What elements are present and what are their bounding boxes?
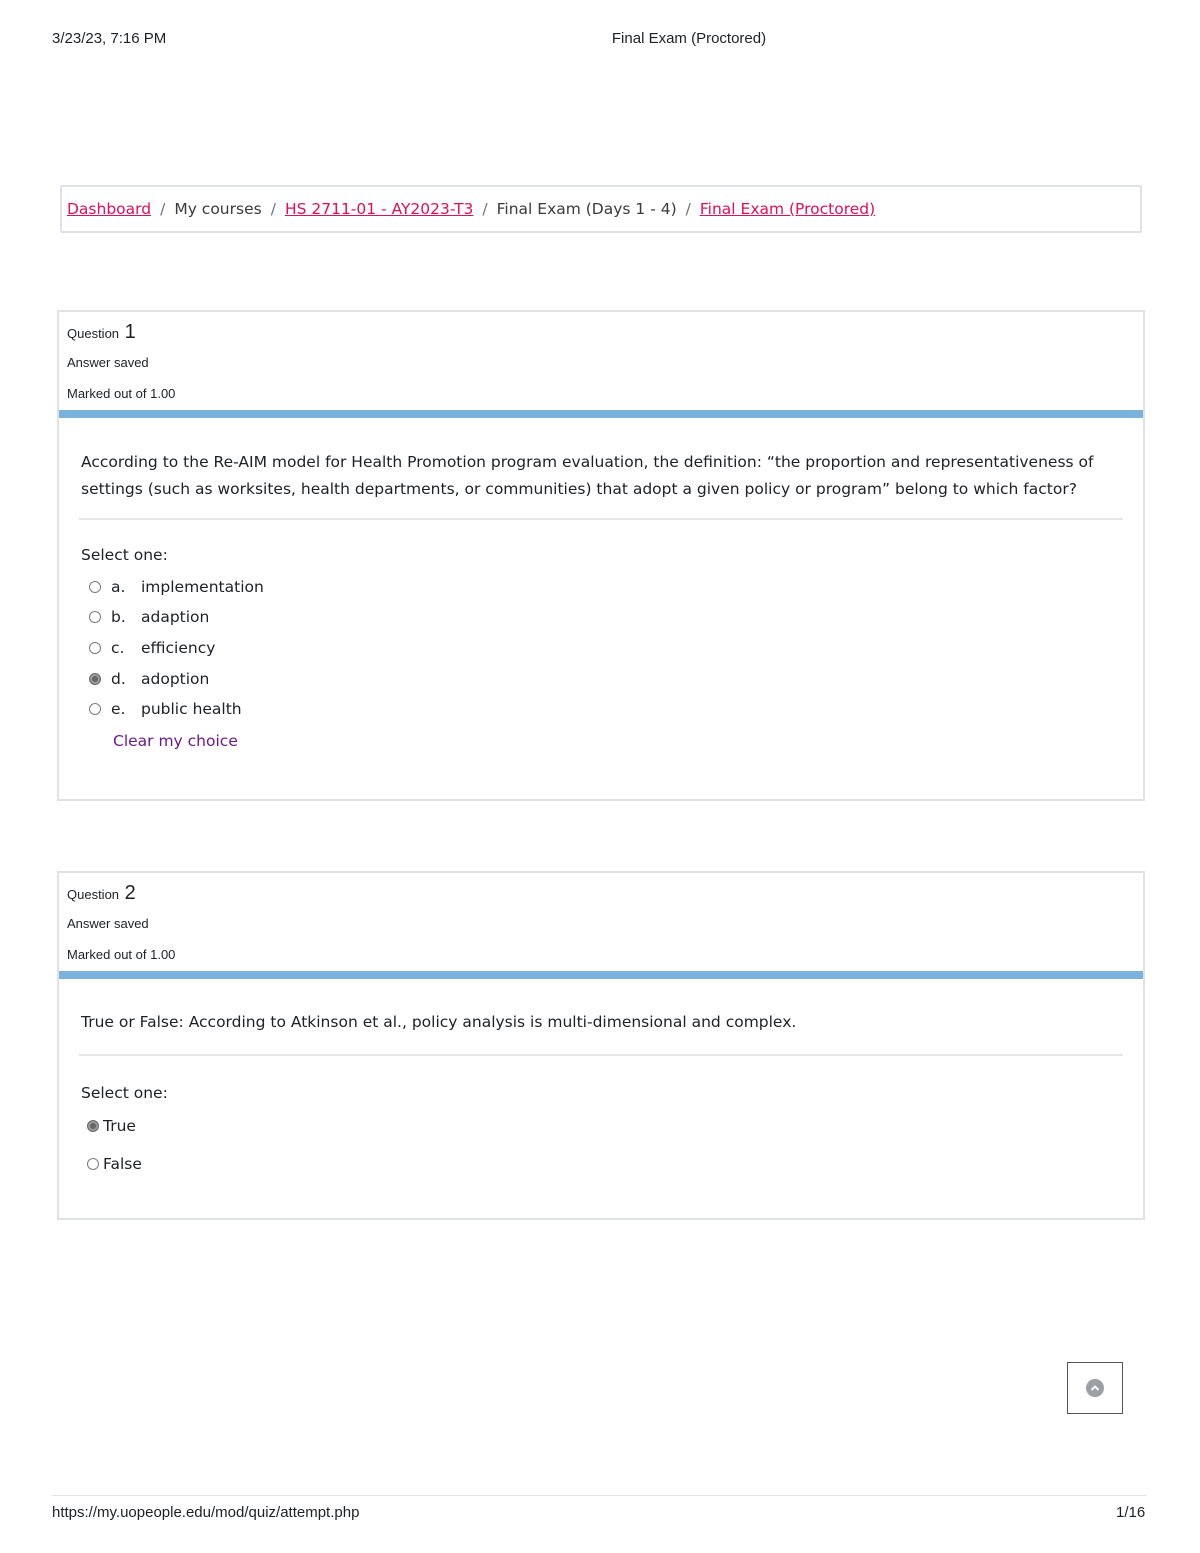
breadcrumb-separator: /	[482, 200, 488, 218]
select-one-prompt: Select one:	[81, 546, 168, 564]
option-text: implementation	[141, 578, 264, 596]
question-text: True or False: According to Atkinson et al., policy analysis is multi-dimensional and complex.	[81, 1013, 797, 1031]
question-text-line: settings (such as worksites, health departments, or communities) that adopt a given policy or program” belong to which factor?	[81, 480, 1077, 498]
radio-button[interactable]	[89, 703, 101, 715]
breadcrumb-course-link[interactable]: HS 2711-01 - AY2023-T3	[284, 200, 474, 218]
question-card-2	[57, 871, 1145, 1220]
question-text	[81, 449, 1111, 503]
question-divider	[79, 1054, 1123, 1056]
question-grade: Marked out of 1.00	[67, 386, 176, 401]
back-to-top-button[interactable]	[1067, 1362, 1123, 1414]
print-page-number: 1/16	[1116, 1504, 1146, 1521]
radio-button[interactable]	[89, 642, 101, 654]
option-letter: e.	[111, 700, 126, 718]
radio-button-selected[interactable]	[89, 673, 101, 685]
print-title: Final Exam (Proctored)	[611, 30, 767, 47]
option-text: public health	[141, 700, 242, 718]
breadcrumb-separator: /	[270, 200, 276, 218]
question-number: 2	[124, 882, 136, 904]
option-letter: a.	[111, 578, 126, 596]
answer-option-e[interactable]	[89, 697, 242, 721]
radio-button[interactable]	[89, 581, 101, 593]
option-text: adoption	[141, 670, 210, 688]
clear-my-choice-link[interactable]: Clear my choice	[113, 732, 238, 750]
question-state: Answer saved	[67, 355, 149, 370]
breadcrumb-dashboard-link[interactable]: Dashboard	[67, 200, 152, 218]
option-text: efficiency	[141, 639, 216, 657]
option-text: False	[103, 1155, 142, 1173]
question-card-1	[57, 310, 1145, 801]
question-divider	[79, 518, 1123, 520]
answer-option-d[interactable]	[89, 667, 209, 691]
answer-option-c[interactable]	[89, 636, 215, 660]
option-letter: b.	[111, 608, 126, 626]
option-letter: c.	[111, 639, 125, 657]
answer-option-true[interactable]	[87, 1114, 136, 1138]
question-info-bar	[59, 410, 1143, 418]
chevron-up-circle-icon	[1086, 1379, 1104, 1397]
question-label	[67, 882, 136, 905]
option-text: adaption	[141, 608, 210, 626]
question-grade: Marked out of 1.00	[67, 947, 176, 962]
answer-option-b[interactable]	[89, 605, 209, 629]
question-info-bar	[59, 971, 1143, 979]
question-info	[59, 873, 1143, 971]
question-state: Answer saved	[67, 916, 149, 931]
question-text-line: According to the Re-AIM model for Health Promotion program evaluation, the definition: “the proportion and representativeness of	[81, 453, 1094, 471]
radio-button[interactable]	[89, 611, 101, 623]
print-url: https://my.uopeople.edu/mod/quiz/attempt.php	[52, 1504, 360, 1521]
question-number: 1	[124, 321, 136, 343]
print-date: 3/23/23, 7:16 PM	[52, 30, 167, 47]
footer-divider	[52, 1495, 1146, 1496]
breadcrumb	[60, 185, 1142, 233]
print-header	[0, 30, 1200, 50]
breadcrumb-separator: /	[685, 200, 691, 218]
answer-option-a[interactable]	[89, 575, 264, 599]
answer-option-false[interactable]	[87, 1152, 142, 1176]
question-label	[67, 321, 136, 344]
breadcrumb-separator: /	[160, 200, 166, 218]
breadcrumb-my-courses: My courses	[174, 200, 262, 218]
breadcrumb-final-exam-link[interactable]: Final Exam (Proctored)	[699, 200, 876, 218]
select-one-prompt: Select one:	[81, 1084, 168, 1102]
breadcrumb-final-exam-days: Final Exam (Days 1 - 4)	[496, 200, 677, 218]
option-text: True	[103, 1117, 136, 1135]
question-label-text: Question	[67, 326, 120, 341]
chevron-up-icon	[1090, 1384, 1100, 1392]
radio-button[interactable]	[87, 1158, 99, 1170]
question-label-text: Question	[67, 887, 120, 902]
question-info	[59, 312, 1143, 410]
radio-button-selected[interactable]	[87, 1120, 99, 1132]
option-letter: d.	[111, 670, 126, 688]
